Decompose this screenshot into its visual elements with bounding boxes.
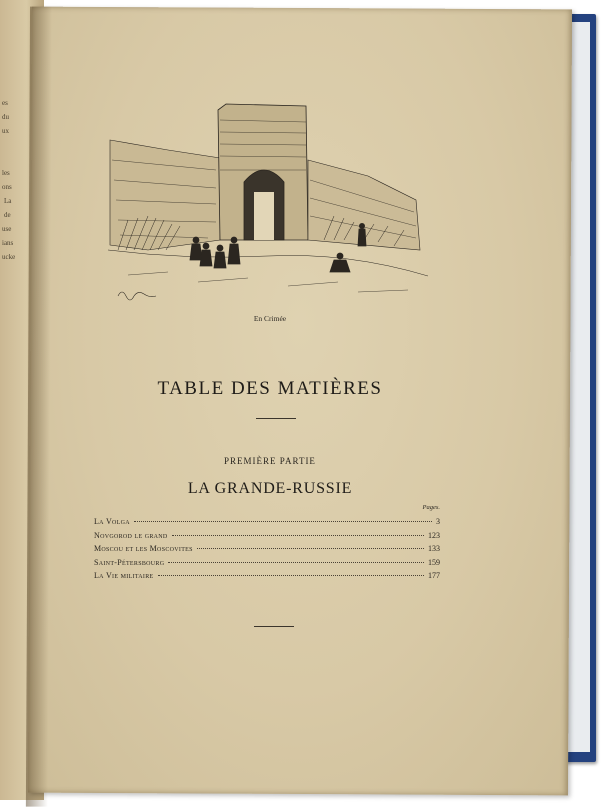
crimea-gate-illustration	[108, 100, 428, 310]
toc-entry-label: Saint-Pétersbourg	[94, 557, 165, 567]
toc-entry-label: Moscou et les Moscovites	[94, 544, 193, 553]
left-page-text-fragment: du	[2, 113, 9, 121]
toc-entry[interactable]	[94, 571, 440, 585]
toc-leader-dots	[158, 575, 425, 576]
left-page-text-fragment: use	[2, 225, 12, 233]
toc-leader-dots	[172, 535, 424, 536]
part-label: PREMIÈRE PARTIE	[224, 456, 316, 466]
part-title: LA GRANDE-RUSSIE	[187, 480, 353, 497]
illustration-caption: En Crimée	[253, 314, 287, 323]
closing-divider	[254, 626, 294, 627]
title-divider	[256, 418, 296, 419]
toc-page-number: 3	[436, 517, 440, 526]
left-page-text-fragment: les	[2, 169, 10, 177]
toc-entry-label: La Volga	[94, 517, 130, 526]
table-of-contents	[94, 517, 440, 585]
page-gutter-shadow	[26, 7, 52, 807]
toc-entry-label: La Vie militaire	[94, 571, 154, 580]
pages-column-heading: Pages.	[422, 504, 440, 511]
toc-entry-label: Novgorod le grand	[94, 530, 168, 540]
toc-entry[interactable]	[94, 544, 440, 558]
toc-leader-dots	[197, 548, 424, 549]
toc-page-number: 177	[428, 571, 440, 580]
left-page-text-fragment: La	[4, 197, 12, 205]
left-page-text-fragment: ons	[2, 183, 12, 191]
toc-entry[interactable]	[94, 558, 440, 572]
toc-page-number: 133	[428, 544, 440, 553]
toc-page-number: 159	[428, 557, 440, 567]
toc-entry[interactable]	[94, 531, 440, 545]
left-page-text-fragment: de	[4, 211, 11, 219]
page-title: TABLE DES MATIÈRES	[157, 378, 383, 399]
toc-leader-dots	[168, 562, 424, 563]
toc-entry[interactable]	[94, 517, 440, 531]
left-page-text-fragment: ux	[2, 127, 9, 135]
left-page-text-fragment: es	[2, 99, 8, 107]
toc-leader-dots	[134, 521, 432, 522]
toc-page-number: 123	[428, 530, 440, 540]
left-page-text-fragment: ucke	[2, 253, 16, 261]
left-page-text-fragment: ians	[2, 239, 14, 247]
